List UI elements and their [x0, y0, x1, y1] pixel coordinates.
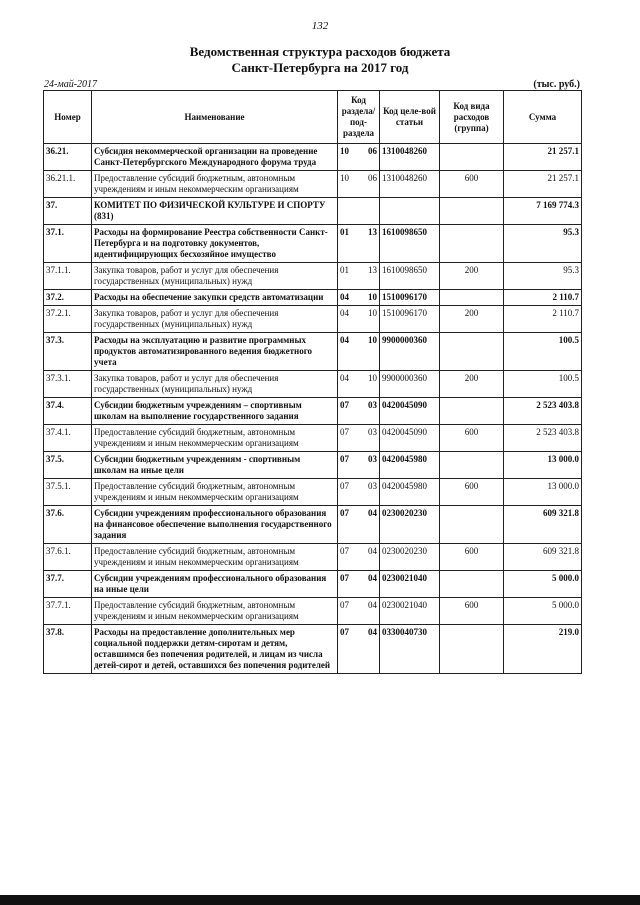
cell-sum: 21 257.1: [504, 144, 582, 171]
cell-sum: 95.3: [504, 225, 582, 263]
table-row: [44, 371, 582, 398]
table-header-row: [44, 91, 582, 144]
section-code: 07: [340, 400, 349, 410]
cell-target: 0230021040: [380, 598, 440, 625]
header-expense-type: Код вида расходов (группа): [440, 91, 504, 144]
cell-target: 0420045090: [380, 425, 440, 452]
cell-number: 37.4.1.: [44, 425, 92, 452]
cell-name: Субсидия некоммерческой организации на проведение Санкт-Петербургского Международного форума труда: [92, 144, 338, 171]
section-code: 01: [340, 265, 349, 275]
table-row: [44, 398, 582, 425]
cell-target: 1610098650: [380, 263, 440, 290]
cell-target: 1510096170: [380, 306, 440, 333]
cell-sum: 2 523 403.8: [504, 425, 582, 452]
cell-name: Закупка товаров, работ и услуг для обеспечения государственных (муниципальных) нужд: [92, 263, 338, 290]
cell-expense-type: [440, 290, 504, 306]
cell-name: Предоставление субсидий бюджетным, автономным учреждениям и иным некоммерческим организациям: [92, 479, 338, 506]
table-row: [44, 479, 582, 506]
table-row: [44, 571, 582, 598]
cell-number: 37.5.: [44, 452, 92, 479]
cell-section: [338, 171, 380, 198]
subsection-code: 10: [368, 308, 377, 318]
cell-name: Расходы на обеспечение закупки средств автоматизации: [92, 290, 338, 306]
cell-expense-type: [440, 398, 504, 425]
cell-sum: 100.5: [504, 371, 582, 398]
cell-number: 37.2.: [44, 290, 92, 306]
cell-section: [338, 225, 380, 263]
cell-section: [338, 625, 380, 674]
cell-name: Субсидии учреждениям профессионального образования на иные цели: [92, 571, 338, 598]
section-code: 07: [340, 481, 349, 491]
subsection-code: 10: [368, 373, 377, 383]
subsection-code: 03: [368, 400, 377, 410]
cell-sum: 21 257.1: [504, 171, 582, 198]
cell-sum: 609 321.8: [504, 506, 582, 544]
cell-sum: 13 000.0: [504, 452, 582, 479]
section-code: 04: [340, 308, 349, 318]
section-code: 10: [340, 146, 349, 156]
cell-sum: 219.0: [504, 625, 582, 674]
cell-name: Расходы на эксплуатацию и развитие программных продуктов автоматизированного ведения бюджетного учета: [92, 333, 338, 371]
cell-target: 0420045090: [380, 398, 440, 425]
subsection-code: 06: [368, 173, 377, 183]
cell-number: 37.7.: [44, 571, 92, 598]
subsection-code: 03: [368, 481, 377, 491]
table-row: [44, 544, 582, 571]
cell-number: 37.1.1.: [44, 263, 92, 290]
table-row: [44, 625, 582, 674]
section-code: 04: [340, 292, 349, 302]
cell-number: 37.8.: [44, 625, 92, 674]
cell-number: 37.3.1.: [44, 371, 92, 398]
budget-table: [43, 90, 582, 674]
cell-name: Закупка товаров, работ и услуг для обеспечения государственных (муниципальных) нужд: [92, 306, 338, 333]
cell-section: [338, 333, 380, 371]
cell-target: 9900000360: [380, 371, 440, 398]
cell-expense-type: [440, 452, 504, 479]
cell-name: Предоставление субсидий бюджетным, автономным учреждениям и иным некоммерческим организациям: [92, 171, 338, 198]
cell-expense-type: [440, 333, 504, 371]
section-code: 07: [340, 454, 349, 464]
cell-sum: 2 523 403.8: [504, 398, 582, 425]
cell-section: [338, 290, 380, 306]
table-body: [44, 144, 582, 674]
cell-expense-type: 200: [440, 263, 504, 290]
section-code: 10: [340, 173, 349, 183]
section-code: 07: [340, 508, 349, 518]
cell-sum: 13 000.0: [504, 479, 582, 506]
cell-section: [338, 144, 380, 171]
cell-expense-type: 600: [440, 479, 504, 506]
page-number: 132: [311, 20, 329, 32]
table-row: [44, 506, 582, 544]
cell-expense-type: [440, 625, 504, 674]
subsection-code: 10: [368, 292, 377, 302]
cell-section: [338, 371, 380, 398]
cell-target: 0420045980: [380, 479, 440, 506]
cell-number: 37.3.: [44, 333, 92, 371]
cell-expense-type: 200: [440, 306, 504, 333]
cell-sum: 609 321.8: [504, 544, 582, 571]
cell-expense-type: [440, 198, 504, 225]
cell-name: Предоставление субсидий бюджетным, автономным учреждениям и иным некоммерческим организациям: [92, 598, 338, 625]
header-sum: Сумма: [504, 91, 582, 144]
cell-expense-type: 600: [440, 425, 504, 452]
table-row: [44, 290, 582, 306]
cell-sum: 7 169 774.3: [504, 198, 582, 225]
subsection-code: 03: [368, 427, 377, 437]
table-row: [44, 425, 582, 452]
cell-target: 9900000360: [380, 333, 440, 371]
section-code: 07: [340, 427, 349, 437]
table-row: [44, 333, 582, 371]
cell-sum: 100.5: [504, 333, 582, 371]
section-code: 01: [340, 227, 349, 237]
cell-section: [338, 452, 380, 479]
table-row: [44, 598, 582, 625]
subsection-code: 03: [368, 454, 377, 464]
subsection-code: 13: [368, 265, 377, 275]
document-title: [0, 44, 640, 76]
cell-section: [338, 544, 380, 571]
cell-target: 1610098650: [380, 225, 440, 263]
cell-target: [380, 198, 440, 225]
header-section: Код раздела/ под-раздела: [338, 91, 380, 144]
header-name: Наименование: [92, 91, 338, 144]
cell-sum: 5 000.0: [504, 571, 582, 598]
subsection-code: 13: [368, 227, 377, 237]
cell-target: 0420045980: [380, 452, 440, 479]
subsection-code: 10: [368, 335, 377, 345]
cell-number: 36.21.: [44, 144, 92, 171]
cell-target: 0330040730: [380, 625, 440, 674]
subsection-code: 04: [368, 627, 377, 637]
cell-expense-type: [440, 144, 504, 171]
subsection-code: 04: [368, 508, 377, 518]
section-code: 07: [340, 573, 349, 583]
cell-target: 0230020230: [380, 544, 440, 571]
bottom-scan-edge: [0, 895, 640, 905]
cell-section: [338, 506, 380, 544]
cell-number: 36.21.1.: [44, 171, 92, 198]
cell-sum: 2 110.7: [504, 290, 582, 306]
subsection-code: 04: [368, 600, 377, 610]
cell-name: Субсидии учреждениям профессионального образования на финансовое обеспечение выполнения государственного задания: [92, 506, 338, 544]
cell-name: Субсидии бюджетным учреждениям – спортивным школам на выполнение государственного задания: [92, 398, 338, 425]
cell-expense-type: 600: [440, 544, 504, 571]
table-row: [44, 263, 582, 290]
section-code: 07: [340, 627, 349, 637]
cell-number: 37.6.1.: [44, 544, 92, 571]
cell-expense-type: [440, 225, 504, 263]
cell-name: Предоставление субсидий бюджетным, автономным учреждениям и иным некоммерческим организациям: [92, 425, 338, 452]
cell-expense-type: 200: [440, 371, 504, 398]
cell-section: [338, 306, 380, 333]
subsection-code: 04: [368, 573, 377, 583]
cell-target: 1510096170: [380, 290, 440, 306]
document-date: 24-май-2017: [44, 79, 98, 90]
section-code: 04: [340, 373, 349, 383]
section-code: 04: [340, 335, 349, 345]
section-code: 07: [340, 546, 349, 556]
table-row: [44, 225, 582, 263]
table-row: [44, 306, 582, 333]
table-row: [44, 144, 582, 171]
cell-section: [338, 425, 380, 452]
cell-number: 37.: [44, 198, 92, 225]
cell-target: 0230021040: [380, 571, 440, 598]
cell-section: [338, 598, 380, 625]
cell-target: 1310048260: [380, 171, 440, 198]
header-number: Номер: [44, 91, 92, 144]
table-row: [44, 452, 582, 479]
cell-target: 0230020230: [380, 506, 440, 544]
cell-name: Субсидии бюджетным учреждениям - спортивным школам на иные цели: [92, 452, 338, 479]
cell-name: Закупка товаров, работ и услуг для обеспечения государственных (муниципальных) нужд: [92, 371, 338, 398]
cell-expense-type: [440, 571, 504, 598]
cell-section: [338, 479, 380, 506]
cell-section: [338, 198, 380, 225]
cell-expense-type: [440, 506, 504, 544]
cell-name: КОМИТЕТ ПО ФИЗИЧЕСКОЙ КУЛЬТУРЕ И СПОРТУ (831): [92, 198, 338, 225]
cell-number: 37.4.: [44, 398, 92, 425]
cell-number: 37.7.1.: [44, 598, 92, 625]
cell-number: 37.1.: [44, 225, 92, 263]
cell-name: Предоставление субсидий бюджетным, автономным учреждениям и иным некоммерческим организациям: [92, 544, 338, 571]
cell-name: Расходы на формирование Реестра собственности Санкт-Петербурга и на подготовку документов, идентифицирующих бесхозяйное имущество: [92, 225, 338, 263]
table-row: [44, 171, 582, 198]
cell-sum: 5 000.0: [504, 598, 582, 625]
cell-sum: 95.3: [504, 263, 582, 290]
cell-sum: 2 110.7: [504, 306, 582, 333]
cell-name: Расходы на предоставление дополнительных мер социальной поддержки детям-сиротам и детям, оставшимся без попечения родителей, и лицам из числа детей-сирот и детей, оставшихся без попечения родителей: [92, 625, 338, 674]
cell-number: 37.5.1.: [44, 479, 92, 506]
table-row: [44, 198, 582, 225]
cell-target: 1310048260: [380, 144, 440, 171]
cell-expense-type: 600: [440, 171, 504, 198]
units-label: (тыс. руб.): [533, 79, 580, 90]
cell-section: [338, 263, 380, 290]
cell-section: [338, 398, 380, 425]
subsection-code: 06: [368, 146, 377, 156]
cell-expense-type: 600: [440, 598, 504, 625]
title-line-2: Санкт-Петербурга на 2017 год: [231, 60, 409, 75]
cell-number: 37.2.1.: [44, 306, 92, 333]
subsection-code: 04: [368, 546, 377, 556]
title-line-1: Ведомственная структура расходов бюджета: [189, 44, 451, 59]
header-target: Код целе-вой статьи: [380, 91, 440, 144]
cell-number: 37.6.: [44, 506, 92, 544]
section-code: 07: [340, 600, 349, 610]
cell-section: [338, 571, 380, 598]
